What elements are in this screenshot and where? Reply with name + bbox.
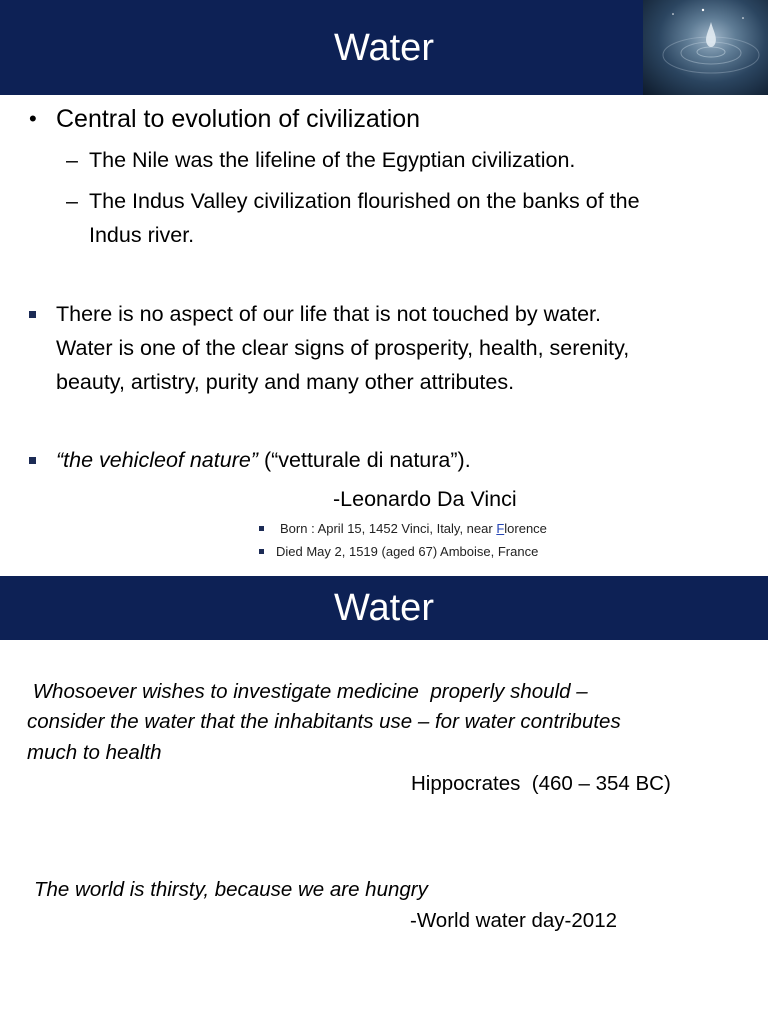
- world-thirsty-quote: The world is thirsty, because we are hungry: [34, 878, 428, 901]
- died-line: Died May 2, 1519 (aged 67) Amboise, France: [276, 544, 539, 559]
- born-text-end: lorence: [504, 521, 547, 536]
- florence-link[interactable]: F: [496, 521, 505, 536]
- title-bar: [0, 576, 768, 640]
- square-bullet: [29, 457, 36, 464]
- hippocrates-quote-line: Whosoever wishes to investigate medicine properly should –: [27, 680, 588, 703]
- dash-marker: –: [66, 148, 78, 172]
- quote-author: -Leonardo Da Vinci: [333, 487, 517, 511]
- sub-bullet-text: The Nile was the lifeline of the Egyptian civilization.: [89, 148, 576, 172]
- square-bullet-small: [259, 549, 264, 554]
- paragraph-text: There is no aspect of our life that is not touched by water.: [56, 302, 601, 326]
- quote-line: [56, 448, 471, 473]
- paragraph-text: Water is one of the clear signs of prosperity, health, serenity,: [56, 336, 630, 360]
- hippocrates-attribution: Hippocrates (460 – 354 BC): [411, 772, 671, 795]
- bullet-dot: •: [29, 106, 37, 131]
- quote-italic: “the vehicleof nature”: [56, 448, 258, 472]
- slide-title: Water: [334, 587, 434, 629]
- world-water-day-attribution: -World water day-2012: [410, 909, 617, 932]
- square-bullet-small: [259, 526, 264, 531]
- hippocrates-quote-line: consider the water that the inhabitants use – for water contributes: [27, 710, 621, 733]
- dash-marker: –: [66, 189, 78, 213]
- sub-bullet-text: The Indus Valley civilization flourished on the banks of the: [89, 189, 640, 213]
- born-line: [280, 521, 547, 536]
- bullet-text: Central to evolution of civilization: [56, 105, 421, 133]
- quote-translation: (“vetturale di natura”).: [257, 448, 471, 472]
- paragraph-text: beauty, artistry, purity and many other attributes.: [56, 370, 515, 394]
- water-drop-image: [643, 0, 768, 95]
- slide-2: [0, 576, 768, 1024]
- born-text: Born : April 15, 1452 Vinci, Italy, near: [280, 521, 497, 536]
- slide-title: Water: [334, 26, 434, 69]
- square-bullet: [29, 311, 36, 318]
- sub-bullet-text: Indus river.: [89, 223, 195, 247]
- hippocrates-quote-line: much to health: [27, 741, 162, 764]
